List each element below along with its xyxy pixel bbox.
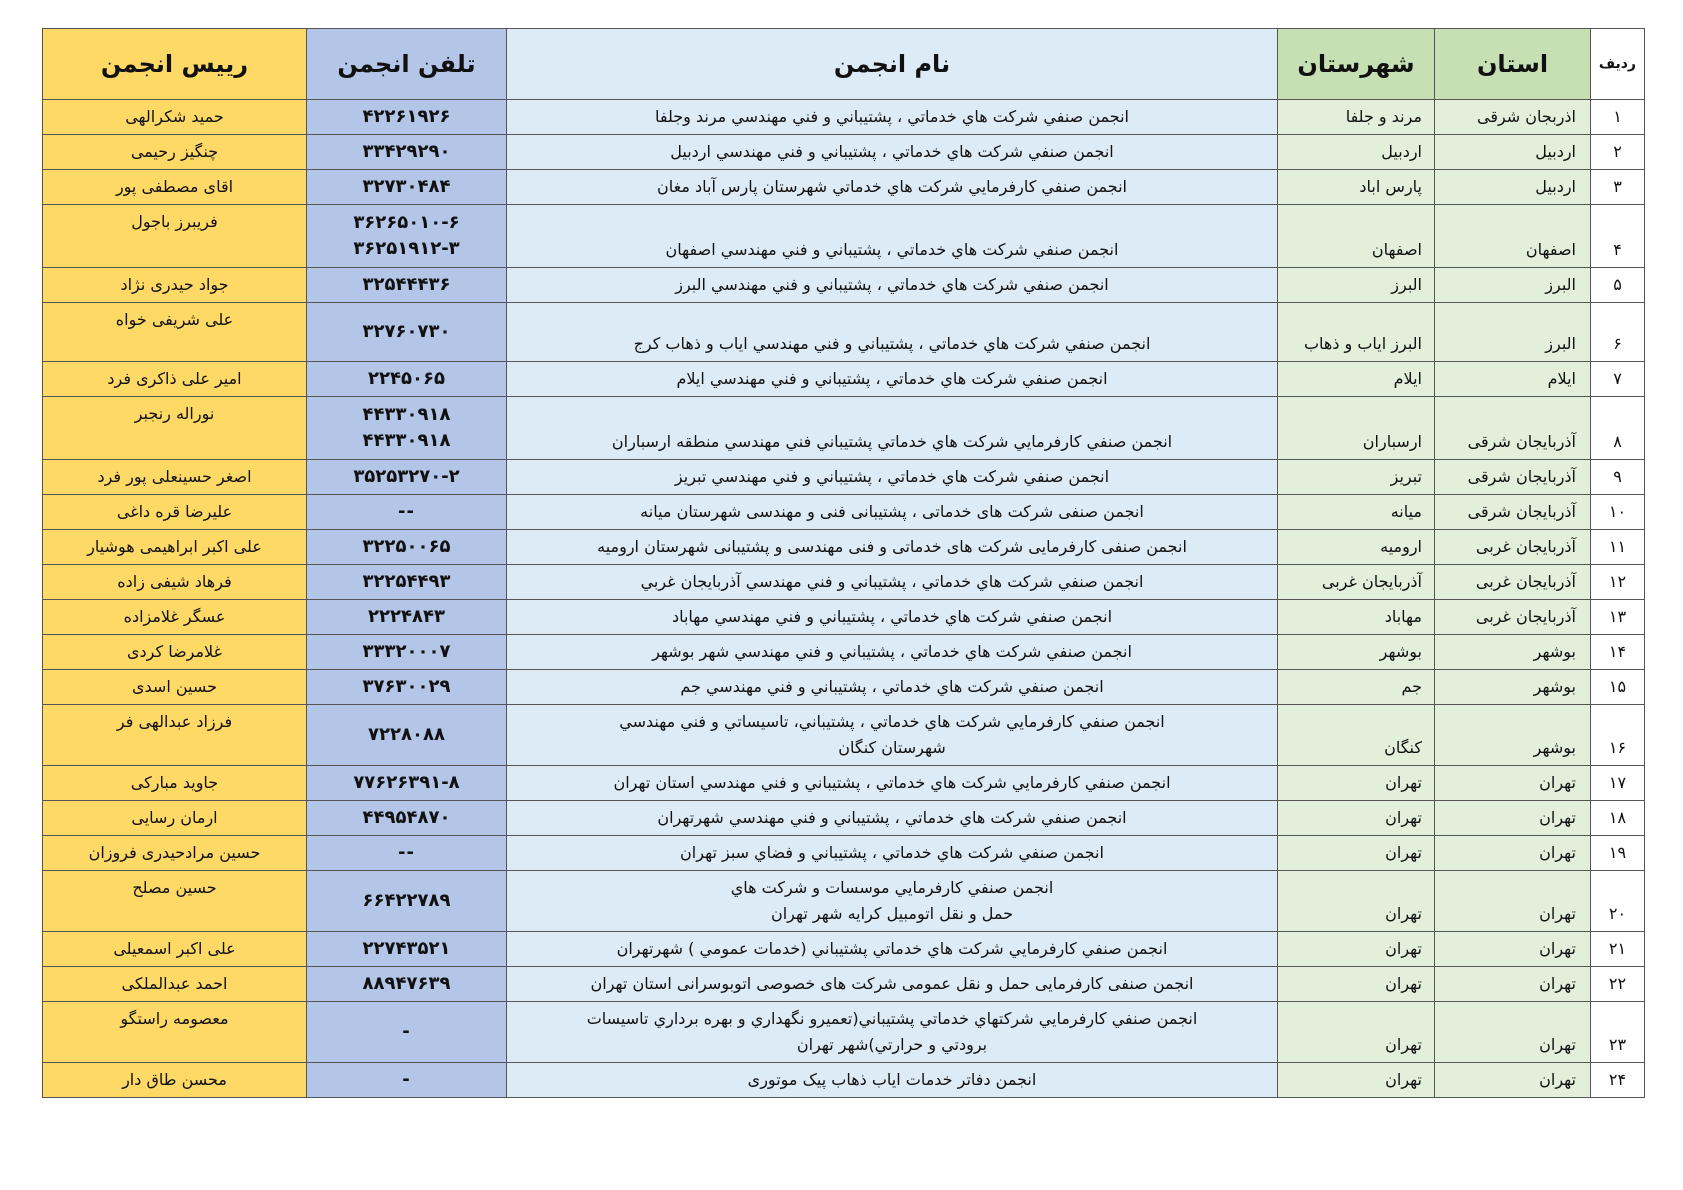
cell-phone-line: ۳۳۴۲۹۲۹۰	[362, 141, 451, 162]
cell-name-line: انجمن صنفي كارفرمايي شركت هاي خدماتي ، پشتيباني، تاسيساتي و فني مهندسي	[619, 712, 1165, 731]
cell-head: فرزاد عبدالهی فر	[43, 705, 307, 766]
header-city: شهرستان	[1278, 29, 1435, 100]
cell-phone-line: ۳۲۵۴۴۴۳۶	[362, 274, 451, 295]
cell-phone-line: ۸۸۹۴۷۶۳۹	[362, 973, 451, 994]
cell-phone-line: --	[398, 501, 415, 522]
cell-num: ۲۴	[1591, 1063, 1645, 1098]
cell-name-line: انجمن صنفي شركت هاي خدماتي ، پشتيباني و فني مهندسي شهر بوشهر	[652, 642, 1132, 661]
cell-city: تهران	[1278, 871, 1435, 932]
cell-num: ۲	[1591, 135, 1645, 170]
cell-province: آذربايجان غربی	[1435, 565, 1591, 600]
table-row	[43, 362, 1645, 397]
cell-num: ۱۵	[1591, 670, 1645, 705]
cell-head: محسن طاق دار	[43, 1063, 307, 1098]
cell-name-line: شهرستان كنگان	[838, 738, 946, 757]
table-row	[43, 170, 1645, 205]
cell-phone	[307, 871, 507, 932]
table-wrapper	[42, 28, 1644, 1098]
cell-province: اردبیل	[1435, 170, 1591, 205]
cell-name-line: انجمن صنفی کارفرمایی شرکت های خدماتی و فنی مهندسی و پشتیبانی شهرستان ارومیه	[597, 537, 1187, 556]
cell-province: آذربايجان شرقی	[1435, 460, 1591, 495]
cell-num: ۲۲	[1591, 967, 1645, 1002]
cell-province: اصفهان	[1435, 205, 1591, 268]
cell-province: تهران	[1435, 1002, 1591, 1063]
cell-num: ۴	[1591, 205, 1645, 268]
cell-num: ۱۳	[1591, 600, 1645, 635]
cell-name-line: انجمن صنفي شركت هاي خدماتي ، پشتيباني و فني مهندسي البرز	[675, 275, 1109, 294]
cell-phone	[307, 670, 507, 705]
cell-name	[507, 170, 1278, 205]
cell-head: حسین مصلح	[43, 871, 307, 932]
cell-phone	[307, 205, 507, 268]
cell-name	[507, 600, 1278, 635]
cell-name-line: انجمن دفاتر خدمات اياب ذهاب پيک موتوری	[747, 1070, 1037, 1089]
cell-city: ايلام	[1278, 362, 1435, 397]
cell-head: ارمان رسایی	[43, 801, 307, 836]
header-num: ردیف	[1591, 29, 1645, 100]
cell-city: اروميه	[1278, 530, 1435, 565]
cell-name-line: حمل و نقل اتومبيل كرايه شهر تهران	[770, 904, 1014, 923]
cell-phone	[307, 135, 507, 170]
cell-name-line: انجمن صنفي شركت هاي خدماتي ، پشتيباني و فني مهندسي شهرتهران	[657, 808, 1127, 827]
cell-head: امیر علی ذاکری فرد	[43, 362, 307, 397]
cell-city: البرز	[1278, 268, 1435, 303]
cell-city: تهران	[1278, 1002, 1435, 1063]
cell-phone-line: -	[402, 1069, 411, 1090]
table-row	[43, 705, 1645, 766]
cell-phone-line: ۳۲۷۶۰۷۳۰	[362, 321, 451, 342]
cell-head: جاوید مبارکی	[43, 766, 307, 801]
cell-num: ۱۰	[1591, 495, 1645, 530]
cell-num: ۱۱	[1591, 530, 1645, 565]
cell-phone	[307, 362, 507, 397]
cell-name	[507, 967, 1278, 1002]
table-row	[43, 530, 1645, 565]
cell-name-line: انجمن صنفي شركت هاي خدماتي ، پشتيباني و فني مهندسي اياب و ذهاب كرج	[633, 334, 1151, 353]
cell-name	[507, 362, 1278, 397]
cell-name-line: انجمن صنفي شركت هاي خدماتي ، پشتيباني و فضاي سبز تهران	[680, 843, 1104, 862]
cell-province: البرز	[1435, 268, 1591, 303]
cell-phone-line: ۲۲۷۴۳۵۲۱	[362, 938, 451, 959]
cell-head: علی اکبر اسمعیلی	[43, 932, 307, 967]
cell-num: ۳	[1591, 170, 1645, 205]
cell-head: جواد حیدری نژاد	[43, 268, 307, 303]
cell-city: مرند و جلفا	[1278, 100, 1435, 135]
cell-city: تهران	[1278, 766, 1435, 801]
cell-phone	[307, 303, 507, 362]
header-province: استان	[1435, 29, 1591, 100]
cell-num: ۷	[1591, 362, 1645, 397]
cell-phone	[307, 1002, 507, 1063]
cell-province: اذربجان شرقی	[1435, 100, 1591, 135]
cell-phone	[307, 766, 507, 801]
table-row	[43, 600, 1645, 635]
cell-phone	[307, 530, 507, 565]
cell-name	[507, 565, 1278, 600]
cell-name-line: انجمن صنفي شركت هاي خدماتي ، پشتيباني و فني مهندسي جم	[680, 677, 1104, 696]
cell-num: ۱۹	[1591, 836, 1645, 871]
cell-head: حسین اسدی	[43, 670, 307, 705]
cell-province: بوشهر	[1435, 705, 1591, 766]
table-row	[43, 397, 1645, 460]
cell-name-line: انجمن صنفي شركت هاي خدماتي ، پشتيباني و فني مهندسي اصفهان	[665, 240, 1119, 259]
cell-city: کنگان	[1278, 705, 1435, 766]
table-row	[43, 100, 1645, 135]
table-row	[43, 1063, 1645, 1098]
header-row	[43, 29, 1645, 100]
cell-name-line: انجمن صنفی كارفرمايی حمل و نقل عمومی شركت های خصوصی اتوبوسرانی استان تهران	[590, 974, 1194, 993]
cell-phone-line: ۴۲۲۶۱۹۲۶	[362, 106, 451, 127]
cell-head: علی شریفی خواه	[43, 303, 307, 362]
table-row	[43, 967, 1645, 1002]
cell-num: ۲۳	[1591, 1002, 1645, 1063]
cell-province: آذربايجان غربی	[1435, 530, 1591, 565]
cell-num: ۶	[1591, 303, 1645, 362]
cell-name	[507, 705, 1278, 766]
cell-phone-line: ۳۷۶۳۰۰۲۹	[362, 676, 451, 697]
cell-name-line: برودتي و حرارتي)شهر تهران	[796, 1035, 988, 1054]
cell-name-line: انجمن صنفي شركت هاي خدماتي ، پشتيباني و فني مهندسي مرند وجلفا	[655, 107, 1129, 126]
table-row	[43, 635, 1645, 670]
cell-phone	[307, 967, 507, 1002]
cell-head: چنگیز رحیمی	[43, 135, 307, 170]
cell-province: آذربايجان غربی	[1435, 600, 1591, 635]
cell-phone-line: --	[398, 842, 415, 863]
cell-name	[507, 303, 1278, 362]
cell-phone	[307, 705, 507, 766]
cell-head: فریبرز باجول	[43, 205, 307, 268]
table-row	[43, 801, 1645, 836]
cell-province: البرز	[1435, 303, 1591, 362]
cell-num: ۱۸	[1591, 801, 1645, 836]
cell-city: تهران	[1278, 801, 1435, 836]
cell-phone	[307, 268, 507, 303]
table-body	[43, 100, 1645, 1098]
cell-phone-line: ۲۲۲۴۸۴۳	[368, 606, 445, 627]
table-row	[43, 1002, 1645, 1063]
table-row	[43, 268, 1645, 303]
cell-name-line: انجمن صنفي شركت هاي خدماتي ، پشتيباني و فني مهندسي مهاباد	[671, 607, 1113, 626]
cell-name-line: انجمن صنفي كارفرمايي موسسات و شركت هاي	[730, 878, 1054, 897]
cell-num: ۸	[1591, 397, 1645, 460]
cell-name	[507, 268, 1278, 303]
cell-city: تهران	[1278, 932, 1435, 967]
cell-name	[507, 801, 1278, 836]
cell-phone	[307, 100, 507, 135]
cell-phone-line: ۳۳۳۲۰۰۰۷	[362, 641, 451, 662]
cell-head: حمید شکرالهی	[43, 100, 307, 135]
cell-name	[507, 1002, 1278, 1063]
cell-phone	[307, 600, 507, 635]
cell-name-line: انجمن صنفی شرکت های خدماتی ، پشتیبانی فنی و مهندسی شهرستان میانه	[640, 502, 1144, 521]
cell-name	[507, 495, 1278, 530]
cell-head: اقای مصطفی پور	[43, 170, 307, 205]
cell-head: عسگر غلامزاده	[43, 600, 307, 635]
cell-city: پارس اباد	[1278, 170, 1435, 205]
header-name: نام انجمن	[507, 29, 1278, 100]
cell-province: تهران	[1435, 932, 1591, 967]
cell-city: بوشهر	[1278, 635, 1435, 670]
cell-province: اردبیل	[1435, 135, 1591, 170]
cell-province: ايلام	[1435, 362, 1591, 397]
cell-head: حسین مرادحیدری فروزان	[43, 836, 307, 871]
cell-phone-line: ۷۷۶۲۶۳۹۱-۸	[353, 772, 460, 793]
cell-phone-line: ۳۲۷۳۰۴۸۴	[362, 176, 451, 197]
cell-name-line: انجمن صنفي شركت هاي خدماتي ، پشتيباني و فني مهندسي آذربايجان غربي	[640, 572, 1144, 591]
cell-name-line: انجمن صنفي كارفرمايي شركتهاي خدماتي پشتيباني(تعميرو نگهداري و بهره برداري تاسيسات	[586, 1009, 1198, 1028]
table-row	[43, 205, 1645, 268]
cell-num: ۱۷	[1591, 766, 1645, 801]
cell-head: معصومه راستگو	[43, 1002, 307, 1063]
cell-city: تهران	[1278, 1063, 1435, 1098]
cell-name-line: انجمن صنفي شركت هاي خدماتي ، پشتيباني و فني مهندسي ايلام	[676, 369, 1108, 388]
cell-city: جم	[1278, 670, 1435, 705]
table-row	[43, 495, 1645, 530]
cell-province: بوشهر	[1435, 635, 1591, 670]
cell-city: مهاباد	[1278, 600, 1435, 635]
cell-num: ۵	[1591, 268, 1645, 303]
cell-head: علی اکبر ابراهیمی هوشیار	[43, 530, 307, 565]
cell-name-line: انجمن صنفي شركت هاي خدماتي ، پشتيباني و فني مهندسي تبريز	[674, 467, 1110, 486]
cell-head: غلامرضا کردی	[43, 635, 307, 670]
cell-province: آذربايجان شرقی	[1435, 397, 1591, 460]
cell-name	[507, 205, 1278, 268]
cell-num: ۲۰	[1591, 871, 1645, 932]
cell-phone	[307, 836, 507, 871]
cell-phone-line: -	[402, 1021, 411, 1042]
cell-head: نوراله رنجبر	[43, 397, 307, 460]
association-table	[42, 28, 1645, 1098]
cell-phone	[307, 170, 507, 205]
cell-num: ۱	[1591, 100, 1645, 135]
cell-phone-line: ۴۴۳۳۰۹۱۸	[362, 404, 451, 425]
cell-phone-line: ۶۶۴۲۲۷۸۹	[362, 890, 451, 911]
cell-num: ۱۶	[1591, 705, 1645, 766]
cell-phone	[307, 495, 507, 530]
cell-name	[507, 836, 1278, 871]
cell-province: تهران	[1435, 836, 1591, 871]
cell-name	[507, 100, 1278, 135]
cell-phone-line: ۳۶۲۶۵۰۱۰-۶	[353, 212, 460, 233]
cell-num: ۹	[1591, 460, 1645, 495]
cell-name-line: انجمن صنفي كارفرمايي شركت هاي خدماتي پشتيباني (خدمات عمومي ) شهرتهران	[616, 939, 1168, 958]
cell-name	[507, 766, 1278, 801]
cell-city: ارسباران	[1278, 397, 1435, 460]
cell-province: تهران	[1435, 801, 1591, 836]
table-row	[43, 460, 1645, 495]
cell-num: ۲۱	[1591, 932, 1645, 967]
cell-name	[507, 635, 1278, 670]
cell-name-line: انجمن صنفي كارفرمايي شركت هاي خدماتي ، پشتيباني و فني مهندسي استان تهران	[613, 773, 1171, 792]
cell-city: اردبیل	[1278, 135, 1435, 170]
cell-city: آذربايجان غربی	[1278, 565, 1435, 600]
cell-phone	[307, 565, 507, 600]
cell-phone-line: ۳۲۲۵۴۴۹۳	[362, 571, 451, 592]
cell-phone-line: ۳۶۲۵۱۹۱۲-۳	[353, 238, 460, 259]
header-head: رییس انجمن	[43, 29, 307, 100]
cell-name	[507, 871, 1278, 932]
cell-province: تهران	[1435, 871, 1591, 932]
cell-phone	[307, 801, 507, 836]
cell-province: آذربايجان شرقی	[1435, 495, 1591, 530]
cell-name	[507, 460, 1278, 495]
cell-head: اصغر حسینعلی پور فرد	[43, 460, 307, 495]
cell-city: تهران	[1278, 967, 1435, 1002]
cell-city: تبريز	[1278, 460, 1435, 495]
table-row	[43, 670, 1645, 705]
cell-num: ۱۲	[1591, 565, 1645, 600]
cell-province: تهران	[1435, 967, 1591, 1002]
cell-city: البرز اياب و ذهاب	[1278, 303, 1435, 362]
cell-num: ۱۴	[1591, 635, 1645, 670]
cell-phone-line: ۴۴۳۳۰۹۱۸	[362, 430, 451, 451]
cell-name	[507, 530, 1278, 565]
table-row	[43, 836, 1645, 871]
cell-name	[507, 670, 1278, 705]
cell-province: تهران	[1435, 1063, 1591, 1098]
cell-phone	[307, 932, 507, 967]
cell-phone-line: ۴۴۹۵۴۸۷۰	[362, 807, 451, 828]
table-row	[43, 303, 1645, 362]
table-row	[43, 932, 1645, 967]
cell-phone-line: ۳۲۲۵۰۰۶۵	[362, 536, 451, 557]
cell-name	[507, 397, 1278, 460]
cell-head: علیرضا قره داغی	[43, 495, 307, 530]
header-phone: تلفن انجمن	[307, 29, 507, 100]
cell-phone	[307, 635, 507, 670]
cell-phone	[307, 460, 507, 495]
cell-city: تهران	[1278, 836, 1435, 871]
cell-phone-line: ۲۲۴۵۰۶۵	[368, 368, 445, 389]
cell-name	[507, 1063, 1278, 1098]
table-row	[43, 565, 1645, 600]
cell-city: میانه	[1278, 495, 1435, 530]
cell-phone-line: ۳۵۲۵۳۲۷۰-۲	[353, 466, 460, 487]
cell-name	[507, 135, 1278, 170]
cell-phone	[307, 1063, 507, 1098]
cell-head: احمد عبدالملکی	[43, 967, 307, 1002]
table-row	[43, 135, 1645, 170]
cell-name-line: انجمن صنفي كارفرمايي شركت هاي خدماتي پشتيباني فني مهندسي منطقه ارسباران	[611, 432, 1173, 451]
table-row	[43, 871, 1645, 932]
cell-name-line: انجمن صنفي كارفرمايي شركت هاي خدماتي شهرستان پارس آباد مغان	[657, 177, 1127, 196]
cell-province: تهران	[1435, 766, 1591, 801]
cell-province: بوشهر	[1435, 670, 1591, 705]
table-row	[43, 766, 1645, 801]
cell-city: اصفهان	[1278, 205, 1435, 268]
cell-phone-line: ۷۲۲۸۰۸۸	[368, 724, 445, 745]
cell-head: فرهاد شیفی زاده	[43, 565, 307, 600]
cell-phone	[307, 397, 507, 460]
cell-name-line: انجمن صنفي شركت هاي خدماتي ، پشتيباني و فني مهندسي اردبيل	[670, 142, 1114, 161]
cell-name	[507, 932, 1278, 967]
